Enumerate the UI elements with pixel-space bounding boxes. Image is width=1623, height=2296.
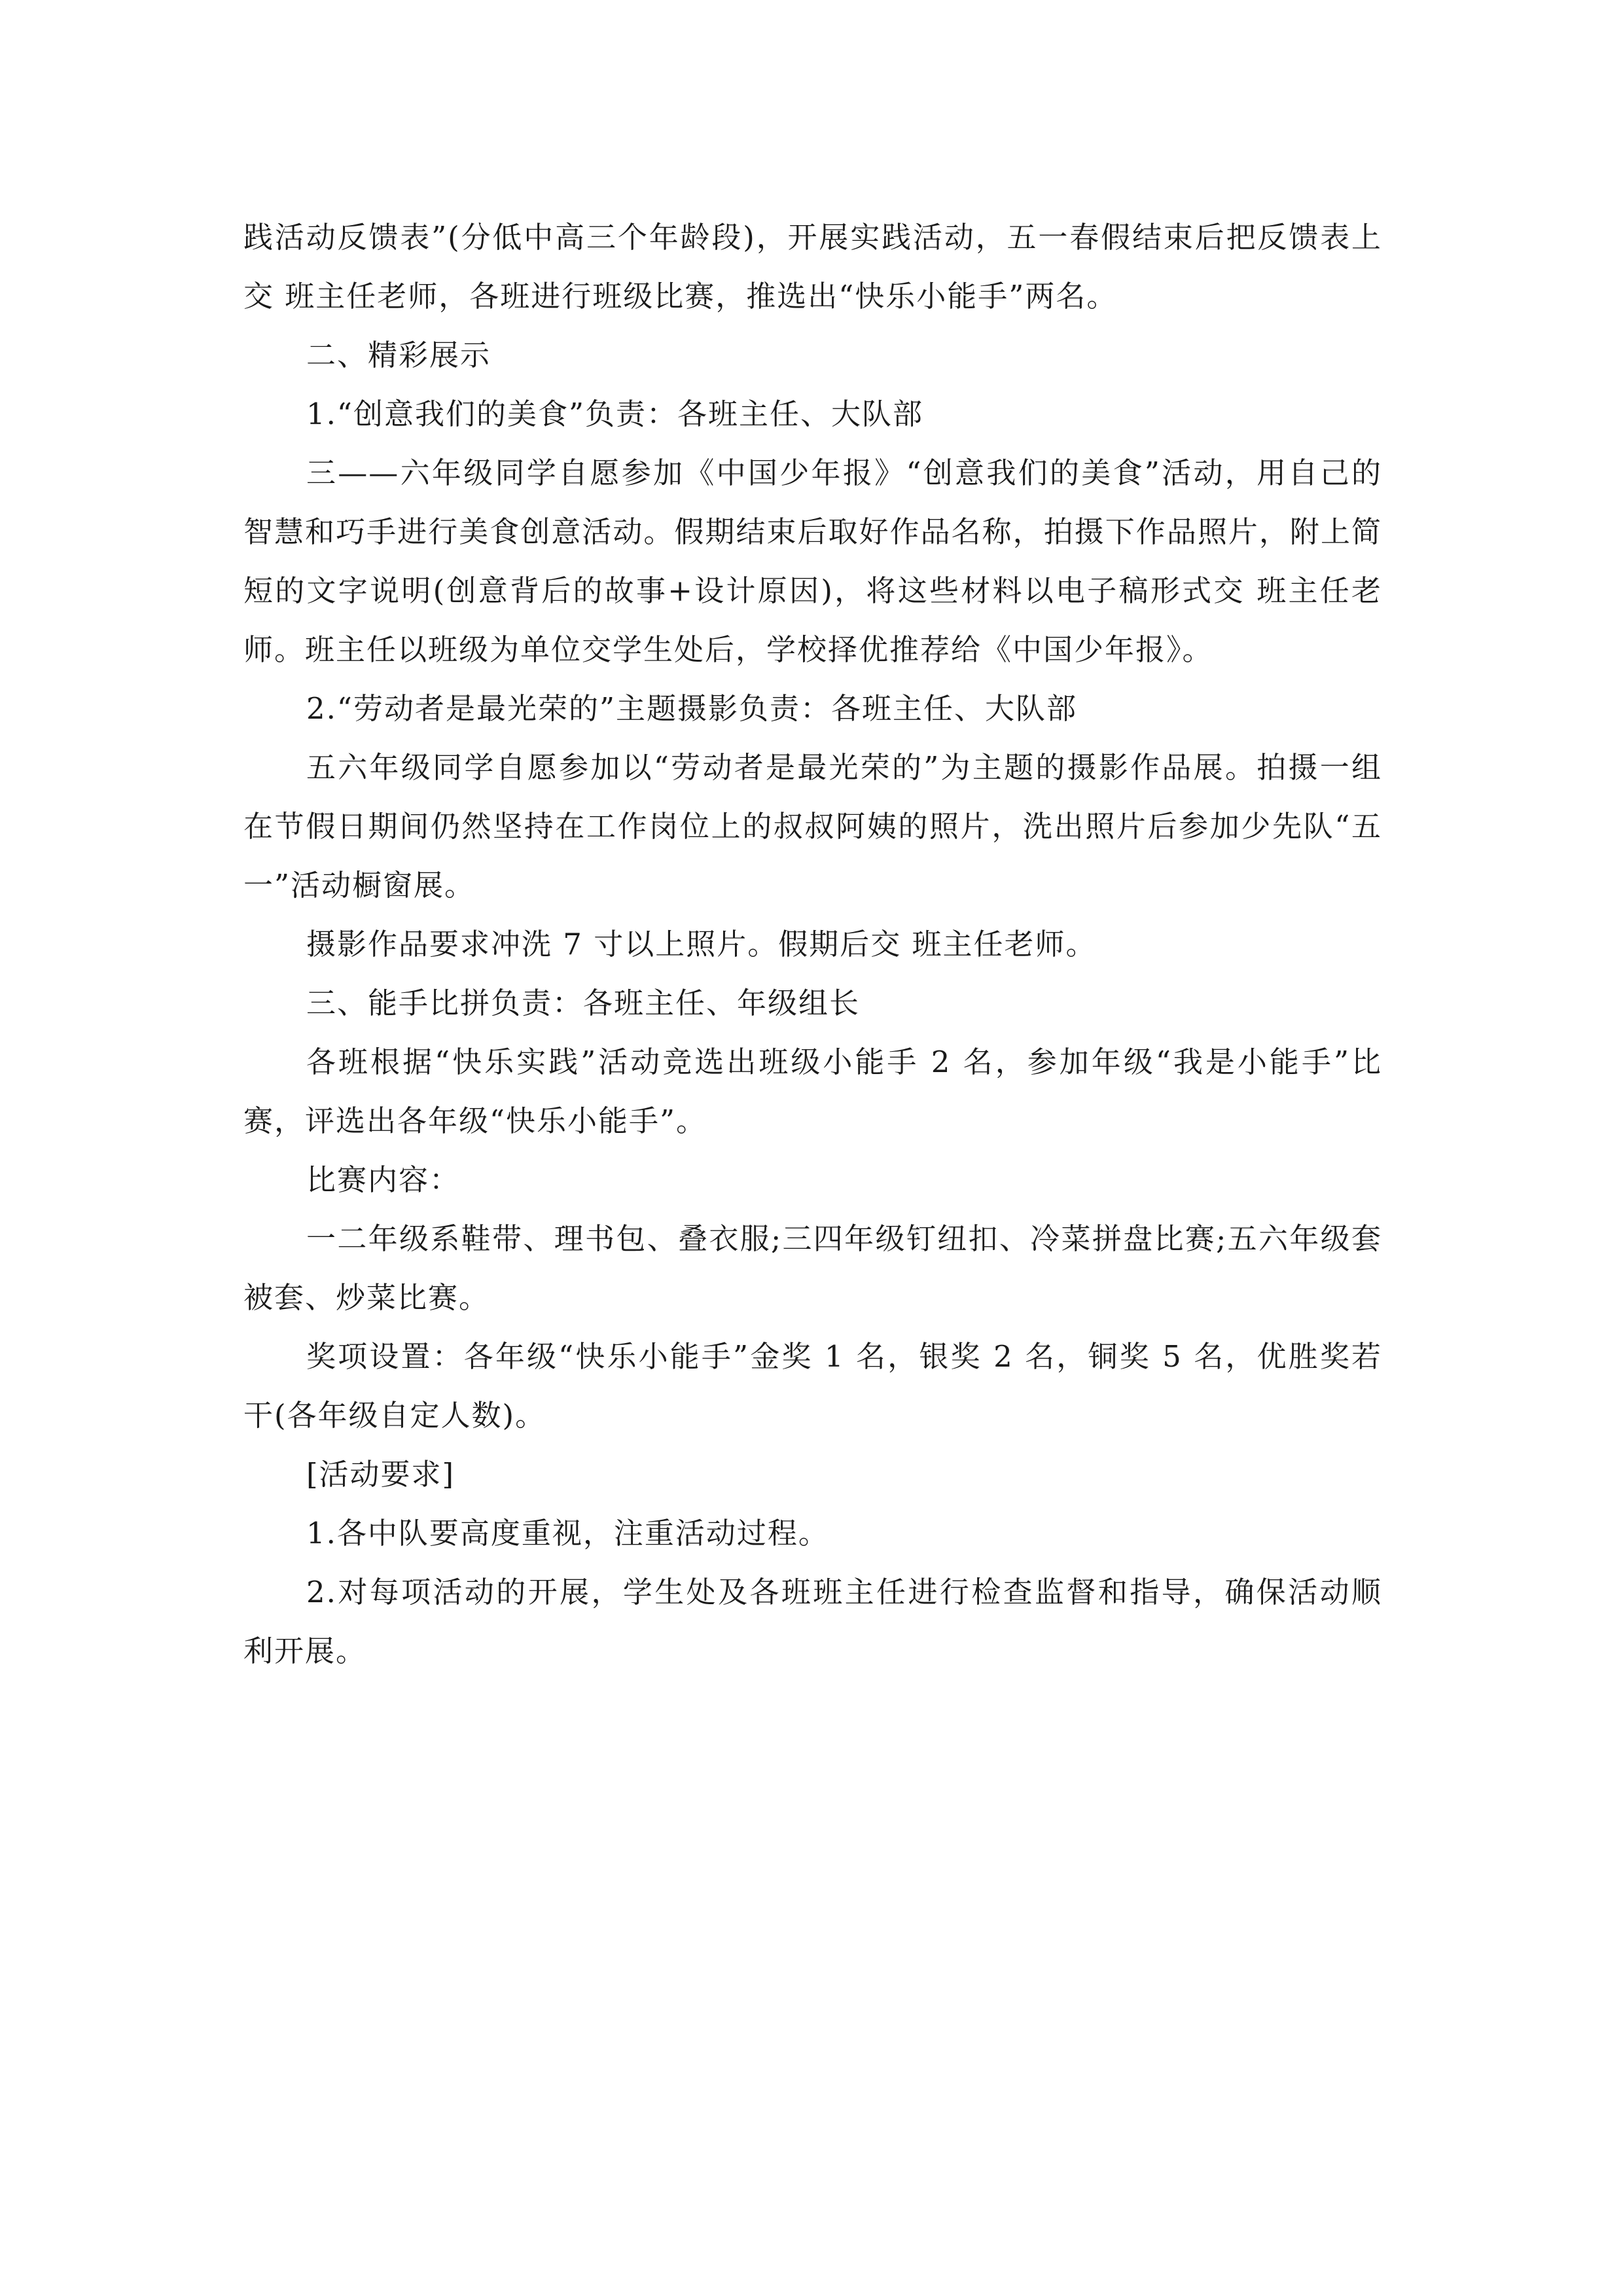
item-heading-photography: 2.“劳动者是最光荣的”主题摄影负责：各班主任、大队部 [306,691,1077,726]
paragraph-photo-requirements: 摄影作品要求冲洗 7 寸以上照片。假期后交 班主任老师。 [306,927,1097,961]
paragraph-feedback-form: 践活动反馈表”(分低中高三个年龄段)，开展实践活动，五一春假结束后把反馈表上交 班主任老师，各班进行班级比赛，推选出“快乐小能手”两名。 [243,220,1382,314]
paragraph-competition-content: 一二年级系鞋带、理书包、叠衣服;三四年级钉纽扣、冷菜拼盘比赛;五六年级套被套、炒菜比赛。 [243,1221,1382,1315]
paragraph-photography-activity: 五六年级同学自愿参加以“劳动者是最光荣的”为主题的摄影作品展。拍摄一组在节假日期间仍然坚持在工作岗位上的叔叔阿姨的照片，洗出照片后参加少先队“五一”活动橱窗展。 [243,750,1382,903]
paragraph-food-activity: 三——六年级同学自愿参加《中国少年报》“创意我们的美食”活动，用自己的智慧和巧手进行美食创意活动。假期结束后取好作品名称，拍摄下作品照片，附上简短的文字说明(创意背后的故事+设计原因)，将这些材料以电子稿形式交 班主任老师。班主任以班级为单位交学生处后，学校择优推荐给《中国少年报》。 [243,456,1382,667]
paragraph-competition-selection: 各班根据“快乐实践”活动竞选出班级小能手 2 名，参加年级“我是小能手”比赛，评选出各年级“快乐小能手”。 [243,1045,1382,1138]
item-heading-food: 1.“创意我们的美食”负责：各班主任、大队部 [306,397,923,431]
paragraph-awards: 奖项设置：各年级“快乐小能手”金奖 1 名，银奖 2 名，铜奖 5 名，优胜奖若干(各年级自定人数)。 [243,1339,1382,1433]
requirement-item-1: 1.各中队要高度重视，注重活动过程。 [306,1516,829,1551]
section-heading-competition: 三、能手比拼负责：各班主任、年级组长 [306,986,861,1020]
document-body [243,208,1382,1681]
requirement-item-2: 2.对每项活动的开展，学生处及各班班主任进行检查监督和指导，确保活动顺利开展。 [243,1575,1382,1668]
label-competition-content: 比赛内容： [306,1162,461,1197]
section-heading-requirements: [活动要求] [306,1457,455,1492]
section-heading-showcase: 二、精彩展示 [306,338,491,372]
